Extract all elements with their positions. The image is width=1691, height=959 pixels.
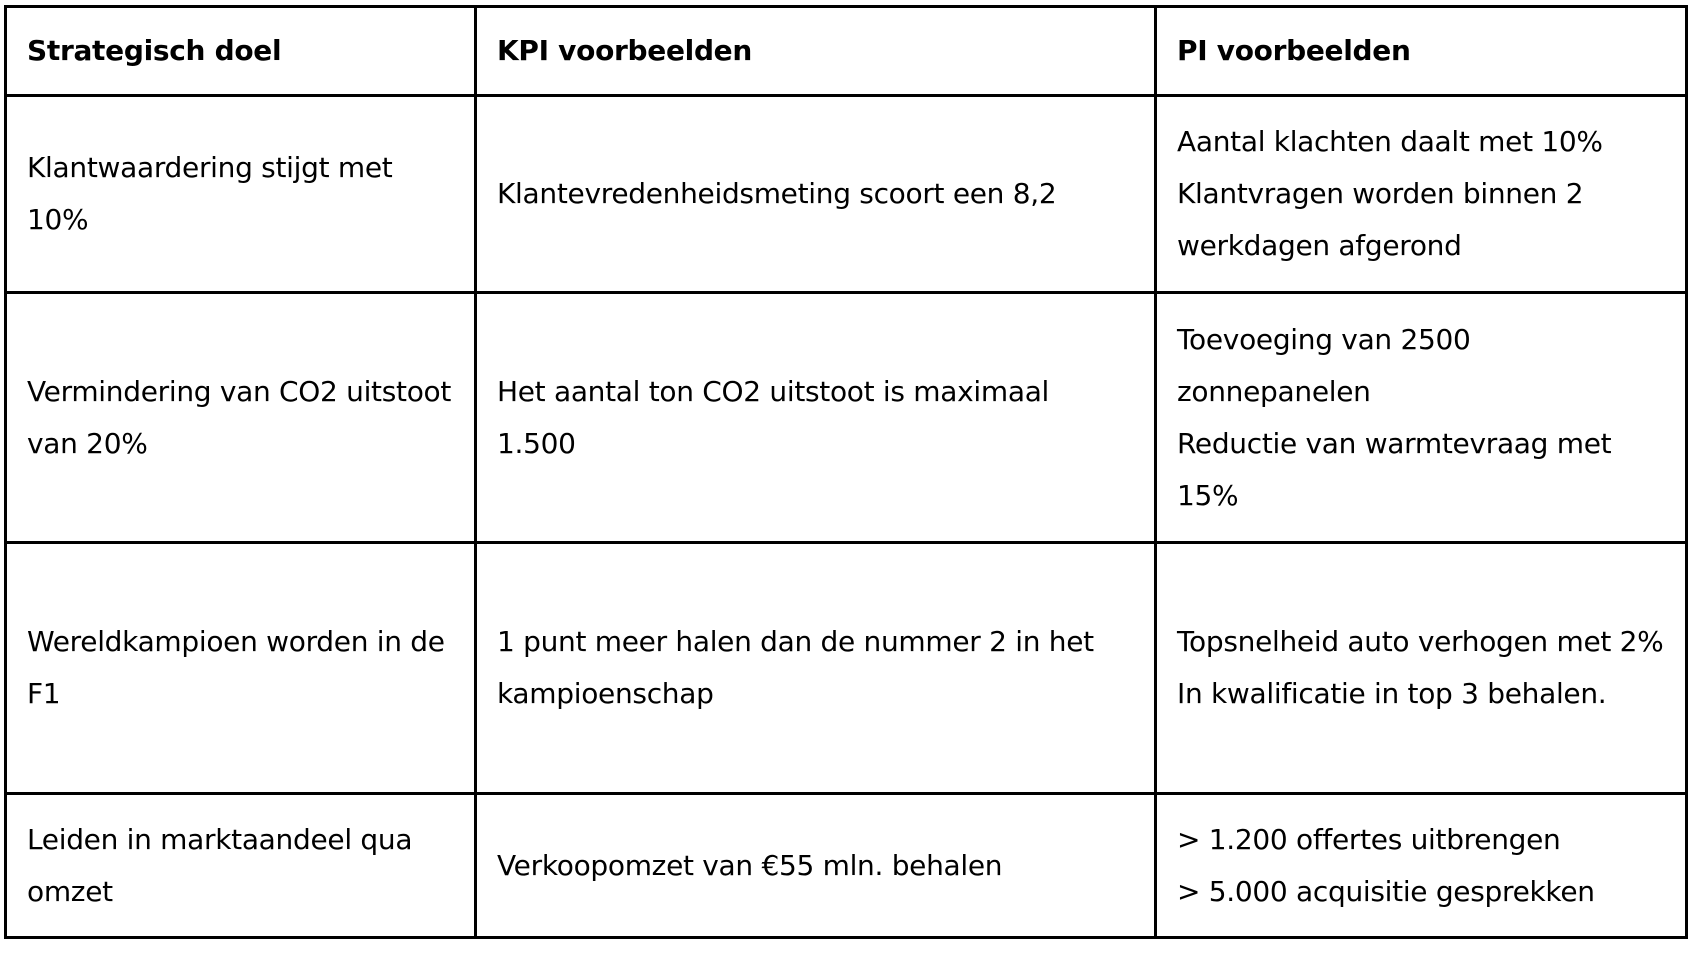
cell-goal: Wereldkampioen worden in de F1 <box>6 543 476 794</box>
cell-pi <box>1156 794 1687 938</box>
cell-pi <box>1156 96 1687 293</box>
pi-item: Topsnelheid auto verhogen met 2% <box>1177 625 1664 658</box>
table-row <box>6 543 1687 794</box>
cell-goal: Vermindering van CO2 uitstoot van 20% <box>6 293 476 543</box>
pi-item: Reductie van warmtevraag met 15% <box>1177 426 1612 512</box>
header-strategic-goal: Strategisch doel <box>6 7 476 96</box>
table-row <box>6 794 1687 938</box>
cell-kpi: Het aantal ton CO2 uitstoot is maximaal 1.500 <box>476 293 1156 543</box>
cell-pi <box>1156 543 1687 794</box>
header-pi-examples: PI voorbeelden <box>1156 7 1687 96</box>
cell-kpi: Klantevredenheidsmeting scoort een 8,2 <box>476 96 1156 293</box>
pi-item: Aantal klachten daalt met 10% <box>1177 125 1603 158</box>
cell-goal: Leiden in marktaandeel qua omzet <box>6 794 476 938</box>
pi-item: In kwalificatie in top 3 behalen. <box>1177 677 1607 710</box>
pi-item: Toevoeging van 2500 zonnepanelen <box>1177 322 1471 408</box>
table-row <box>6 293 1687 543</box>
cell-kpi: 1 punt meer halen dan de nummer 2 in het kampioenschap <box>476 543 1156 794</box>
cell-goal: Klantwaardering stijgt met 10% <box>6 96 476 293</box>
pi-item: > 1.200 offertes uitbrengen <box>1177 822 1561 856</box>
table-row <box>6 96 1687 293</box>
header-kpi-examples: KPI voorbeelden <box>476 7 1156 96</box>
cell-pi <box>1156 293 1687 543</box>
cell-kpi: Verkoopomzet van €55 mln. behalen <box>476 794 1156 938</box>
table-header-row <box>6 7 1687 96</box>
pi-item: Klantvragen worden binnen 2 werkdagen afgerond <box>1177 177 1584 262</box>
pi-item: > 5.000 acquisitie gesprekken <box>1177 874 1595 908</box>
kpi-table <box>4 5 1688 939</box>
